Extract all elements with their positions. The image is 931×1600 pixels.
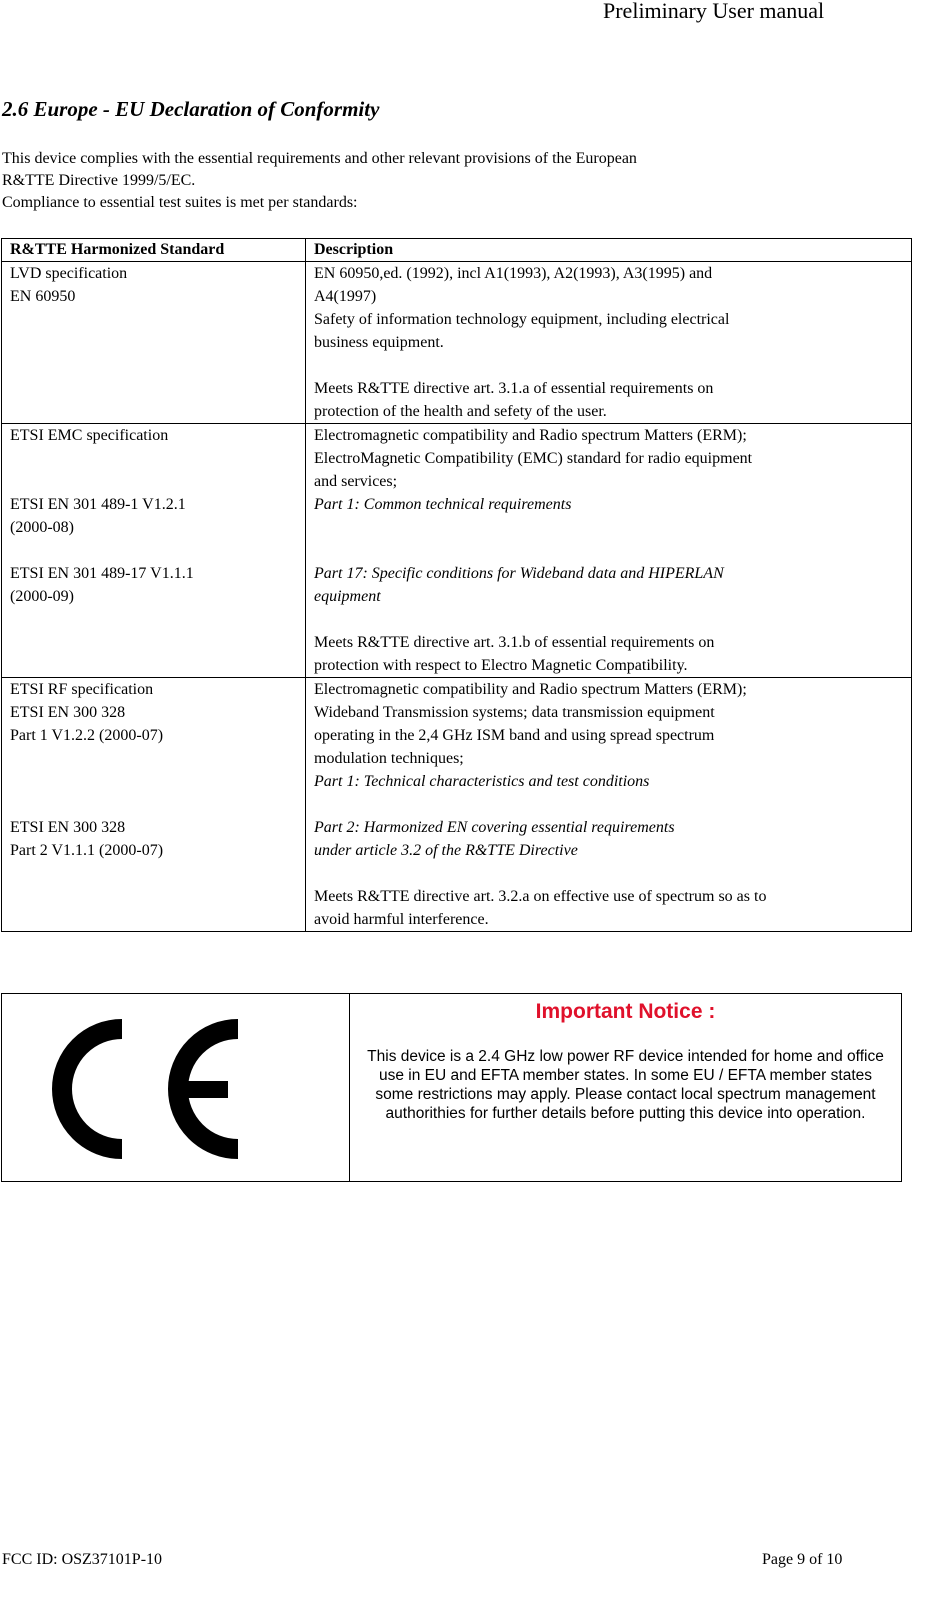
standard-line: ETSI EN 301 489-17 V1.1.1	[10, 565, 194, 582]
standard-line: LVD specification	[10, 265, 128, 282]
running-header: Preliminary User manual	[603, 0, 825, 23]
description-line: Safety of information technology equipment, including electrical	[314, 311, 730, 328]
standard-cell	[2, 424, 306, 678]
blank-line	[10, 447, 297, 470]
intro-line: This device complies with the essential requirements and other relevant provisions of the European	[2, 150, 637, 167]
standard-line: ETSI EN 300 328	[10, 819, 126, 836]
blank-line	[10, 793, 297, 816]
footer-page-number: Page 9 of 10	[762, 1551, 843, 1568]
blank-line	[314, 793, 903, 816]
standard-line: ETSI RF specification	[10, 681, 154, 698]
description-line: protection of the health and sefety of the user.	[314, 403, 607, 420]
standard-line: Part 1 V1.2.2 (2000-07)	[10, 727, 164, 744]
description-line: avoid harmful interference.	[314, 911, 489, 928]
description-line: Meets R&TTE directive art. 3.1.a of essential requirements on	[314, 380, 714, 397]
ce-mark-logo	[44, 1019, 244, 1159]
ce-logo-cell	[2, 994, 350, 1182]
section-title: 2.6 Europe - EU Declaration of Conformity	[2, 97, 380, 121]
intro-line: Compliance to essential test suites is met per standards:	[2, 194, 358, 211]
blank-line	[10, 539, 297, 562]
blank-line	[10, 770, 297, 793]
blank-line	[314, 354, 903, 377]
standard-line: Part 2 V1.1.1 (2000-07)	[10, 842, 164, 859]
blank-line	[314, 862, 903, 885]
description-line: Wideband Transmission systems; data transmission equipment	[314, 704, 715, 721]
description-line: Electromagnetic compatibility and Radio spectrum Matters (ERM);	[314, 681, 747, 698]
description-line: Part 17: Specific conditions for Wideband data and HIPERLAN	[314, 565, 724, 582]
standard-line: ETSI EN 301 489-1 V1.2.1	[10, 496, 186, 513]
description-line: Electromagnetic compatibility and Radio spectrum Matters (ERM);	[314, 427, 747, 444]
standard-line: ETSI EN 300 328	[10, 704, 126, 721]
description-line: Meets R&TTE directive art. 3.1.b of essential requirements on	[314, 634, 715, 651]
standard-line: EN 60950	[10, 288, 76, 305]
notice-text: This device is a 2.4 GHz low power RF device intended for home and office use in EU and EFTA member states. In some EU / EFTA member states some restrictions may apply. Please contact local spectrum management authorithies for further details before putting this device into operation.	[367, 1048, 884, 1122]
description-line: business equipment.	[314, 334, 444, 351]
standard-line: (2000-09)	[10, 588, 74, 605]
blank-line	[314, 608, 903, 631]
blank-line	[10, 470, 297, 493]
standard-line: ETSI EMC specification	[10, 427, 169, 444]
intro-line: R&TTE Directive 1999/5/EC.	[2, 172, 196, 189]
standard-cell	[2, 262, 306, 424]
notice-box	[1, 993, 902, 1182]
description-line: Part 1: Technical characteristics and test conditions	[314, 773, 650, 790]
blank-line	[314, 516, 903, 539]
standard-cell	[2, 678, 306, 932]
table-row	[2, 678, 912, 932]
standard-line: (2000-08)	[10, 519, 74, 536]
notice-text-cell	[350, 994, 902, 1182]
intro-paragraph	[2, 148, 902, 214]
blank-line	[314, 539, 903, 562]
column-header-description: Description	[306, 239, 912, 262]
description-cell	[306, 678, 912, 932]
description-line: modulation techniques;	[314, 750, 464, 767]
table-header-row	[2, 239, 912, 262]
blank-line	[10, 747, 297, 770]
description-line: under article 3.2 of the R&TTE Directive	[314, 842, 578, 859]
description-line: Meets R&TTE directive art. 3.2.a on effective use of spectrum so as to	[314, 888, 767, 905]
description-line: protection with respect to Electro Magnetic Compatibility.	[314, 657, 688, 674]
table-row	[2, 262, 912, 424]
footer-fcc-id: FCC ID: OSZ37101P-10	[2, 1551, 163, 1568]
description-cell	[306, 424, 912, 678]
description-line: A4(1997)	[314, 288, 377, 305]
description-line: Part 2: Harmonized EN covering essential requirements	[314, 819, 675, 836]
column-header-standard: R&TTE Harmonized Standard	[2, 239, 306, 262]
description-line: operating in the 2,4 GHz ISM band and using spread spectrum	[314, 727, 715, 744]
notice-title: Important Notice :	[535, 1000, 716, 1023]
description-cell	[306, 262, 912, 424]
description-line: equipment	[314, 588, 381, 605]
description-line: EN 60950,ed. (1992), incl A1(1993), A2(1993), A3(1995) and	[314, 265, 713, 282]
table-row	[2, 424, 912, 678]
description-line: ElectroMagnetic Compatibility (EMC) standard for radio equipment	[314, 450, 753, 467]
standards-table	[1, 238, 912, 932]
description-line: and services;	[314, 473, 398, 490]
description-line: Part 1: Common technical requirements	[314, 496, 572, 513]
